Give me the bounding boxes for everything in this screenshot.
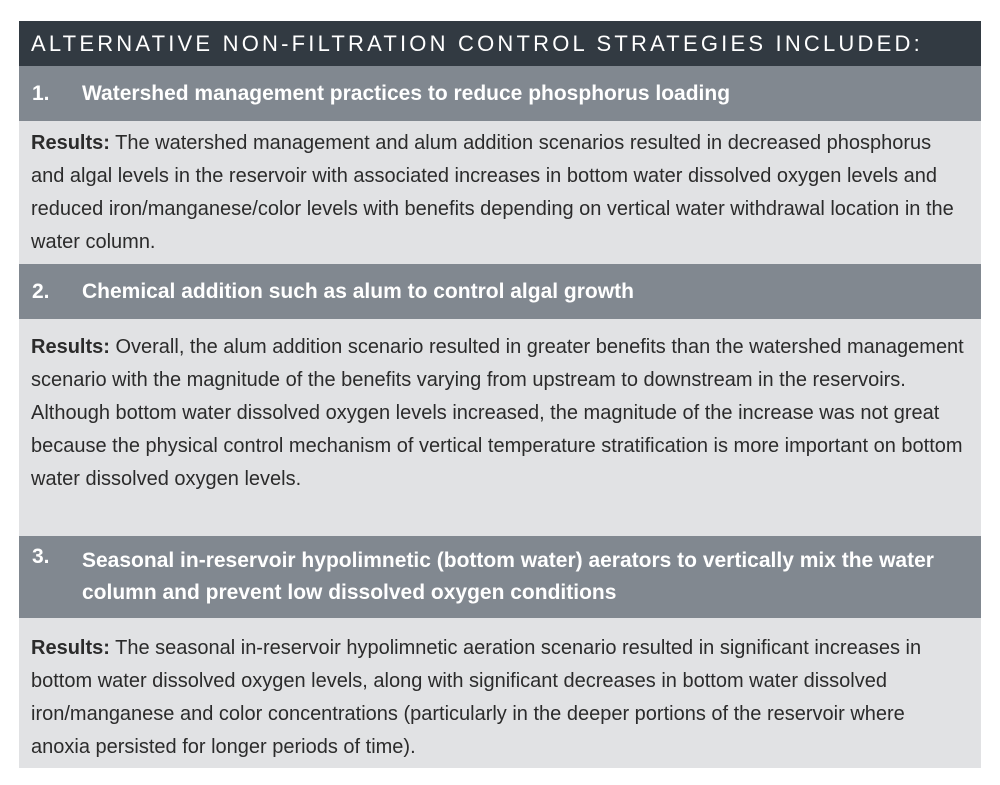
item-number-2: 2. — [32, 279, 50, 303]
result-box-3 — [19, 618, 981, 768]
item-header-2 — [19, 264, 981, 319]
result-text-2: Overall, the alum addition scenario resulted in greater benefits than the watershed management scenario with the magnitude of the benefits varying from upstream to downstream in the reservoirs. Although bottom water dissolved oxygen levels increased, the magnitude of the increase was not great because the physical control mechanism of vertical temperature stratification is more important on bottom water dissolved oxygen levels. — [31, 336, 964, 490]
results-label-1: Results: — [31, 132, 110, 154]
item-header-3 — [19, 536, 981, 618]
results-label-2: Results: — [31, 336, 110, 358]
item-number-3: 3. — [32, 545, 50, 568]
item-heading-2: Chemical addition such as alum to control algal growth — [82, 279, 634, 303]
item-heading-1: Watershed management practices to reduce phosphorus loading — [82, 81, 731, 105]
panel-title: ALTERNATIVE NON-FILTRATION CONTROL STRATEGIES INCLUDED: — [19, 21, 981, 66]
result-text-3: The seasonal in-reservoir hypolimnetic aeration scenario resulted in significant increases in bottom water dissolved oxygen levels, along with significant decreases in bottom water dissolved iron/manganese and color concentrations (particularly in the deeper portions of the reservoir where anoxia persisted for longer periods of time). — [31, 637, 922, 758]
results-label-3: Results: — [31, 637, 110, 659]
result-text-1: The watershed management and alum addition scenarios resulted in decreased phosphorus and algal levels in the reservoir with associated increases in bottom water dissolved oxygen levels and reduced iron/manganese/color levels with benefits depending on vertical water withdrawal location in the water column. — [31, 132, 954, 253]
item-heading-3: Seasonal in-reservoir hypolimnetic (bottom water) aerators to vertically mix the water column and prevent low dissolved oxygen conditions — [82, 549, 934, 604]
strategies-panel — [19, 21, 981, 768]
result-box-1 — [19, 121, 981, 264]
item-number-1: 1. — [32, 81, 50, 105]
item-header-1 — [19, 66, 981, 121]
result-box-2 — [19, 319, 981, 536]
